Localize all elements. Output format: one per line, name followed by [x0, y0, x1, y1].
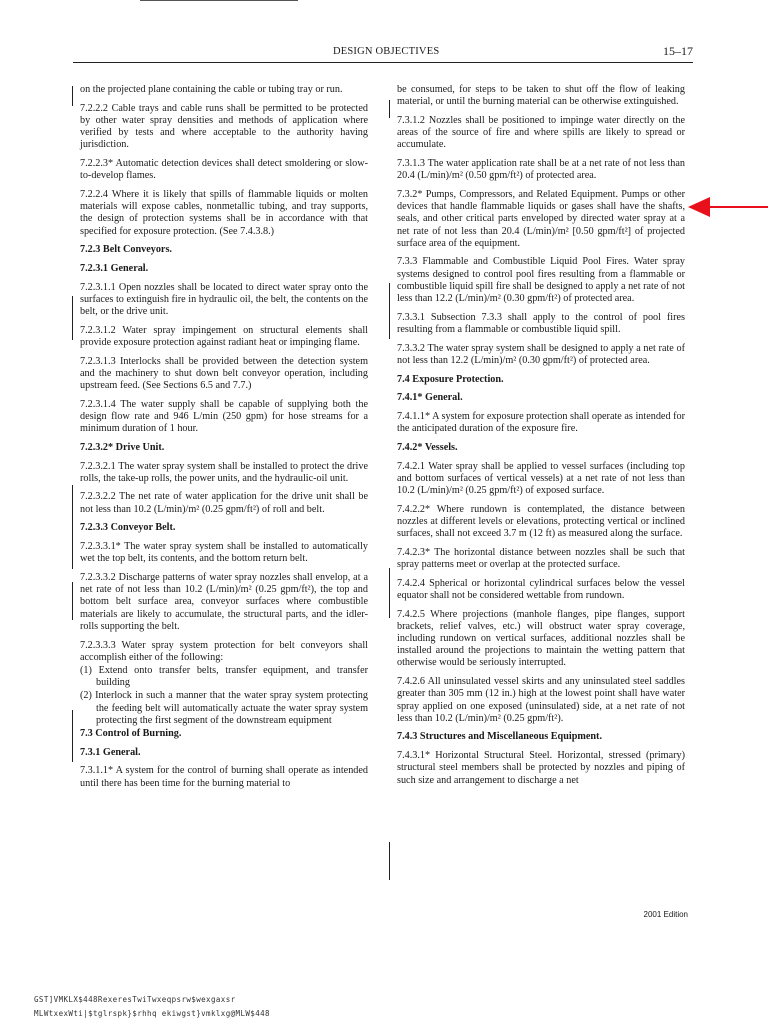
paragraph: 7.4.2.1 Water spray shall be applied to vessel surfaces (including top and bottom surfaces of vertical vessels) at a net rate of not less than 10.2 (L/min)/m² (0.25 gpm/ft²) of exposed surface. [397, 460, 685, 496]
edition-label: 2001 Edition [643, 910, 688, 919]
revision-bar [389, 842, 390, 880]
section-heading: 7.3 Control of Burning. [80, 727, 182, 739]
section-heading: 7.4.1* General. [397, 392, 463, 404]
list-item: (2) Interlock in such a manner that the water spray system protecting the feeding belt will automatically actuate the water spray system protecting the first segment of the downstream equipment [80, 690, 368, 726]
list-item: (1) Extend onto transfer belts, transfer equipment, and transfer building [80, 664, 368, 689]
paragraph: 7.4.2.5 Where projections (manhole flanges, pipe flanges, support brackets, relief valves, etc.) will obstruct water spray coverage, including rundown on vertical surfaces, additional nozzles shall be installed around the projections to maintain the wetting pattern that otherwise would be seriously interrupted. [397, 608, 685, 669]
paragraph: 7.3.3.2 The water spray system shall be designed to apply a net rate of not less than 12.2 (L/min)/m² (0.30 gpm/ft²) of protected area. [397, 342, 685, 366]
section-heading: 7.2.3.1 General. [80, 262, 149, 274]
revision-bar [389, 100, 390, 118]
paragraph: 7.4.1.1* A system for exposure protection shall operate as intended for the anticipated duration of the exposure fire. [397, 410, 685, 435]
revision-bar [72, 296, 73, 340]
section-heading: 7.4 Exposure Protection. [397, 373, 504, 385]
paragraph: 7.4.2.6 All uninsulated vessel skirts and any uninsulated steel saddles greater than 305 mm (12 in.) high at the lowest point shall have water spray applied on one exposed (uninsulated) side, at a net rate of not less than 10.2 (L/min)/m² (0.25 gpm/ft²). [397, 676, 685, 724]
revision-bar [72, 485, 73, 569]
running-title: DESIGN OBJECTIVES [333, 46, 440, 57]
paragraph: 7.2.3.1.3 Interlocks shall be provided between the detection system and the machinery to shut down belt conveyor operation, including upstream feed. (See Sections 6.5 and 7.7.) [80, 355, 368, 392]
section-heading: 7.4.3 Structures and Miscellaneous Equipment. [397, 731, 602, 743]
paragraph: 7.2.3.1.4 The water supply shall be capable of supplying both the design flow rate and 946 L/min (250 gpm) for hose streams for a minimum duration of 1 hour. [80, 398, 368, 435]
paragraph: 7.3.1.1* A system for the control of burning shall operate as intended until there has been time for the burning material to [80, 765, 368, 789]
paragraph: 7.3.1.2 Nozzles shall be positioned to impinge water directly on the areas of the source of fire and where spills are likely to spread or accumulate. [397, 114, 685, 151]
section-heading: 7.3.1 General. [80, 746, 141, 758]
paragraph: 7.2.2.4 Where it is likely that spills of flammable liquids or molten materials will expose cables, nonmetallic tubing, and tray supports, the design of protection systems shall be in accordance with that specified for exposure protection. (See 7.4.3.8.) [80, 188, 368, 237]
left-arrow-icon [688, 196, 768, 218]
section-heading: 7.2.3.2* Drive Unit. [80, 441, 165, 453]
right-column [397, 84, 685, 793]
paragraph: 7.2.3.2.1 The water spray system shall be installed to protect the drive rolls, the take-up rolls, the power units, and the hydraulic-oil unit. [80, 460, 368, 484]
page-number: 15–17 [663, 44, 693, 58]
paragraph: 7.2.3.3.3 Water spray system protection for belt conveyors shall accomplish either of the following: [80, 639, 368, 663]
paragraph: 7.2.3.1.2 Water spray impingement on structural elements shall provide exposure protection against radiant heat or impinging flame. [80, 324, 368, 348]
paragraph: 7.3.2* Pumps, Compressors, and Related Equipment. Pumps or other devices that handle flammable liquids or gases shall have the shafts, seals, and other critical parts enveloped by directed water spray at a net rate of not less than 20.4 (L/min)/m² [0.50 gpm/ft²] of projected surface area of the equipment. [397, 188, 685, 249]
paragraph: 7.4.2.4 Spherical or horizontal cylindrical surfaces below the vessel equator shall not be considered wettable from rundown. [397, 577, 685, 601]
paragraph: 7.2.3.3.2 Discharge patterns of water spray nozzles shall envelop, at a net rate of not less than 10.2 (L/min)/m² (0.25 gpm/ft²), the top and bottom belt surface area, conveyor surfaces where combustible materials are likely to accumulate, the structural parts, and the idler-rolls supporting the belt. [80, 572, 368, 632]
paragraph: 7.3.3.1 Subsection 7.3.3 shall apply to the control of pool fires resulting from a flammable or combustible liquid spill. [397, 311, 685, 335]
section-heading: 7.2.3 Belt Conveyors. [80, 244, 172, 256]
revision-bar [389, 568, 390, 618]
footer-line-2: MLWtxexWti|$tglrspk}$rhhq ekiwgst}vmklxg@MLW$448 [34, 1009, 270, 1018]
footer-line-1: GST]VMKLX$448RexeresTwiTwxeqpsrw$wexgaxsr [34, 995, 236, 1004]
top-rule [140, 0, 298, 1]
revision-bar [72, 710, 73, 762]
revision-bar [389, 283, 390, 339]
paragraph: 7.4.2.2* Where rundown is contemplated, the distance between nozzles at different levels or elevations, protecting vertical or inclined surfaces, shall not exceed 3.7 m (12 ft) as measured along the surface. [397, 503, 685, 540]
paragraph: on the projected plane containing the cable or tubing tray or run. [80, 84, 343, 95]
paragraph: be consumed, for steps to be taken to shut off the flow of leaking material, or until the burning material can be otherwise extinguished. [397, 84, 685, 108]
paragraph: 7.2.2.3* Automatic detection devices shall detect smoldering or slow-to-develop flames. [80, 158, 368, 182]
left-column [80, 84, 368, 796]
paragraph: 7.2.3.3.1* The water spray system shall be installed to automatically wet the top belt, its contents, and the bottom return belt. [80, 541, 368, 565]
paragraph: 7.4.3.1* Horizontal Structural Steel. Horizontal, stressed (primary) structural steel members shall be protected by nozzles and piping of such size and arrangement to discharge a net [397, 750, 685, 786]
revision-bar [72, 86, 73, 106]
revision-bar [72, 582, 73, 620]
paragraph: 7.3.1.3 The water application rate shall be at a net rate of not less than 20.4 (L/min)/m² (0.50 gpm/ft²) of protected area. [397, 158, 685, 182]
paragraph: 7.4.2.3* The horizontal distance between nozzles shall be such that spray patterns meet or overlap at the protected surface. [397, 546, 685, 570]
section-heading: 7.4.2* Vessels. [397, 441, 458, 453]
section-heading: 7.2.3.3 Conveyor Belt. [80, 522, 176, 534]
paragraph: 7.2.2.2 Cable trays and cable runs shall be permitted to be protected by other water spray densities and methods of application where verified by tests and where acceptable to the authority having jurisdiction. [80, 102, 368, 151]
paragraph: 7.2.3.1.1 Open nozzles shall be located to direct water spray onto the surfaces to extinguish fire in hydraulic oil, the belt, the contents on the belt, or the drive unit. [80, 281, 368, 318]
paragraph: 7.3.3 Flammable and Combustible Liquid Pool Fires. Water spray systems designed to control pool fires resulting from a flammable or combustible liquid spill fire shall be designed to apply a net rate of not less than 12.2 (L/min)/m² (0.30 gpm/ft²) of protected area. [397, 256, 685, 305]
page-header [73, 44, 693, 63]
paragraph: 7.2.3.2.2 The net rate of water application for the drive unit shall be not less than 10.2 (L/min)/m² (0.25 gpm/ft²) of roll and belt. [80, 491, 368, 515]
